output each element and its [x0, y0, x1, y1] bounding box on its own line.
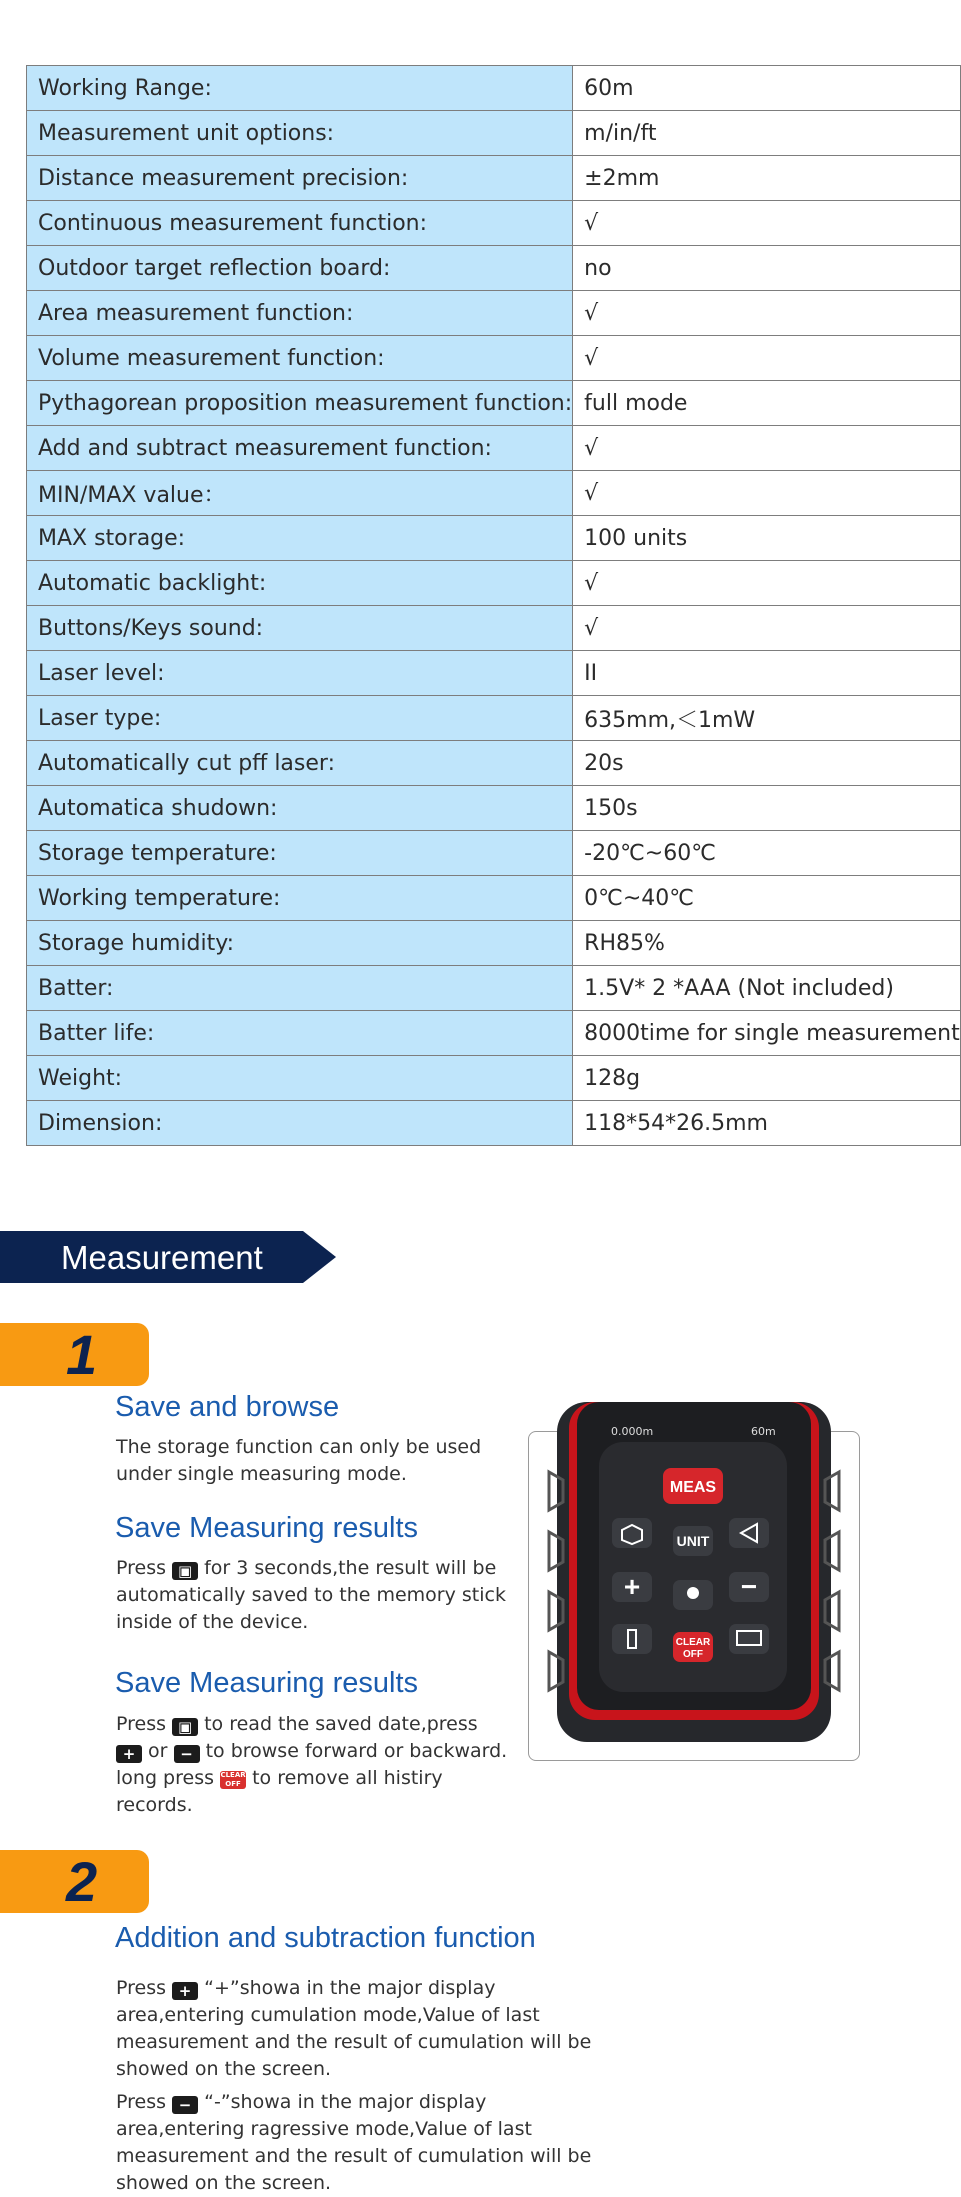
spec-label: Continuous measurement function:: [27, 201, 573, 246]
spec-row: [27, 516, 961, 561]
spec-label: Storage humidity:: [27, 921, 573, 966]
save-results-text: [116, 1555, 506, 1636]
spec-row: [27, 111, 961, 156]
spec-row: [27, 246, 961, 291]
spec-value: 20s: [573, 741, 961, 786]
spec-row: [27, 156, 961, 201]
clear-key: CLEAR: [675, 1637, 711, 1648]
spec-label: Laser level:: [27, 651, 573, 696]
spec-label: Volume measurement function:: [27, 336, 573, 381]
spec-label: Laser type:: [27, 696, 573, 741]
minus-key-icon: −: [174, 1745, 200, 1763]
save-browse-text: The storage function can only be used under single measuring mode.: [116, 1436, 482, 1485]
read-results-heading: Save Measuring results: [115, 1667, 419, 1699]
unit-key: UNIT: [676, 1533, 710, 1549]
spec-label: Outdoor target reflection board:: [27, 246, 573, 291]
spec-value: II: [573, 651, 961, 696]
laser-meter-illustration: [529, 1425, 859, 1760]
step-1-number: 1: [66, 1323, 98, 1386]
spec-value: 0℃~40℃: [573, 876, 961, 921]
spec-label: Automatically cut pff laser:: [27, 741, 573, 786]
read-desc: to read the saved date,press: [204, 1713, 478, 1735]
save-results-heading: Save Measuring results: [115, 1512, 419, 1544]
save-browse-heading: Save and browse: [115, 1391, 340, 1423]
spec-value: √: [573, 291, 961, 336]
spec-table: [26, 65, 961, 1146]
spec-value: -20℃~60℃: [573, 831, 961, 876]
spec-row: [27, 786, 961, 831]
spec-value: 60m: [573, 66, 961, 111]
spec-row: [27, 1101, 961, 1146]
spec-row: [27, 561, 961, 606]
long-press-label: long press: [116, 1767, 214, 1789]
spec-label: Automatica shudown:: [27, 786, 573, 831]
spec-value: 150s: [573, 786, 961, 831]
step-2-tab: [0, 1850, 149, 1913]
save-key-icon: ▣: [172, 1718, 198, 1736]
spec-row: [27, 201, 961, 246]
display-top-right: 60m: [751, 1425, 776, 1438]
spec-label: Add and subtract measurement function:: [27, 426, 573, 471]
spec-table-body: [27, 66, 961, 1146]
spec-value: √: [573, 471, 961, 516]
spec-row: [27, 381, 961, 426]
spec-value: RH85%: [573, 921, 961, 966]
spec-label: Pythagorean proposition measurement function:: [27, 381, 573, 426]
minus-key: −: [740, 1571, 758, 1602]
spec-label: MIN/MAX value：: [27, 471, 573, 516]
spec-value: 635mm,＜1mW: [573, 696, 961, 741]
display-top-left: 0.000m: [611, 1425, 654, 1438]
spec-row: [27, 741, 961, 786]
spec-value: no: [573, 246, 961, 291]
backlight-icon: [687, 1587, 699, 1599]
measurement-banner: [0, 1231, 336, 1283]
spec-label: Distance measurement precision:: [27, 156, 573, 201]
save-results-desc: for 3 seconds,the result will be automatically saved to the memory stick inside of the device.: [116, 1557, 506, 1633]
device-image: [528, 1425, 860, 1761]
spec-label: Batter:: [27, 966, 573, 1011]
spec-value: √: [573, 426, 961, 471]
spec-value: full mode: [573, 381, 961, 426]
spec-row: [27, 651, 961, 696]
spec-row: [27, 606, 961, 651]
spec-row: [27, 66, 961, 111]
banner-title: Measurement: [61, 1239, 263, 1276]
spec-label: Working temperature:: [27, 876, 573, 921]
spec-label: Weight:: [27, 1056, 573, 1101]
spec-value: 8000time for single measurement: [573, 1011, 961, 1056]
spec-value: 1.5V* 2 *AAA (Not included): [573, 966, 961, 1011]
spec-value: 118*54*26.5mm: [573, 1101, 961, 1146]
off-key: OFF: [683, 1649, 703, 1660]
spec-value: 128g: [573, 1056, 961, 1101]
press-label: Press: [116, 1977, 167, 1999]
spec-value: √: [573, 561, 961, 606]
add-subtract-heading: Addition and subtraction function: [115, 1922, 536, 1954]
browse-desc: to browse forward or backward.: [205, 1740, 508, 1762]
spec-row: [27, 696, 961, 741]
save-key-icon: ▣: [172, 1562, 198, 1580]
spec-label: Batter life:: [27, 1011, 573, 1056]
spec-label: Buttons/Keys sound:: [27, 606, 573, 651]
press-label: Press: [116, 1557, 167, 1579]
spec-label: Working Range:: [27, 66, 573, 111]
spec-label: Measurement unit options:: [27, 111, 573, 156]
spec-label: Dimension:: [27, 1101, 573, 1146]
spec-label: Automatic backlight:: [27, 561, 573, 606]
meas-key: MEAS: [669, 1479, 717, 1496]
spec-row: [27, 471, 961, 516]
spec-row: [27, 291, 961, 336]
press-label: Press: [116, 2091, 167, 2113]
spec-value: ±2mm: [573, 156, 961, 201]
spec-label: Storage temperature:: [27, 831, 573, 876]
addition-desc: “+”showa in the major display area,entering cumulation mode,Value of last measurement and the result of cumulation will be showed on the screen.: [116, 1977, 592, 2080]
plus-key: +: [623, 1571, 641, 1602]
spec-row: [27, 336, 961, 381]
spec-value: m/in/ft: [573, 111, 961, 156]
or-label: or: [148, 1740, 168, 1762]
spec-row: [27, 1011, 961, 1056]
spec-row: [27, 1056, 961, 1101]
spec-label: MAX storage:: [27, 516, 573, 561]
clear-key-icon: CLEAR OFF: [220, 1771, 246, 1788]
spec-value: √: [573, 606, 961, 651]
spec-row: [27, 876, 961, 921]
spec-label: Area measurement function:: [27, 291, 573, 336]
spec-value: √: [573, 201, 961, 246]
read-results-text: [116, 1711, 516, 1819]
plus-key-icon: +: [172, 1982, 198, 2000]
addition-text: [116, 1975, 604, 2083]
step-2-number: 2: [66, 1850, 98, 1913]
press-label: Press: [116, 1713, 167, 1735]
subtraction-text: [116, 2089, 604, 2197]
plus-key-icon: +: [116, 1745, 142, 1763]
spec-row: [27, 966, 961, 1011]
remove-desc: to remove all histiry records.: [116, 1767, 443, 1816]
spec-row: [27, 426, 961, 471]
subtraction-desc: “-”showa in the major display area,entering ragressive mode,Value of last measurement and the result of cumulation will be showed on the screen.: [116, 2091, 592, 2194]
step-1-tab: [0, 1323, 149, 1386]
spec-row: [27, 921, 961, 966]
spec-value: √: [573, 336, 961, 381]
spec-value: 100 units: [573, 516, 961, 561]
spec-row: [27, 831, 961, 876]
minus-key-icon: −: [172, 2096, 198, 2114]
